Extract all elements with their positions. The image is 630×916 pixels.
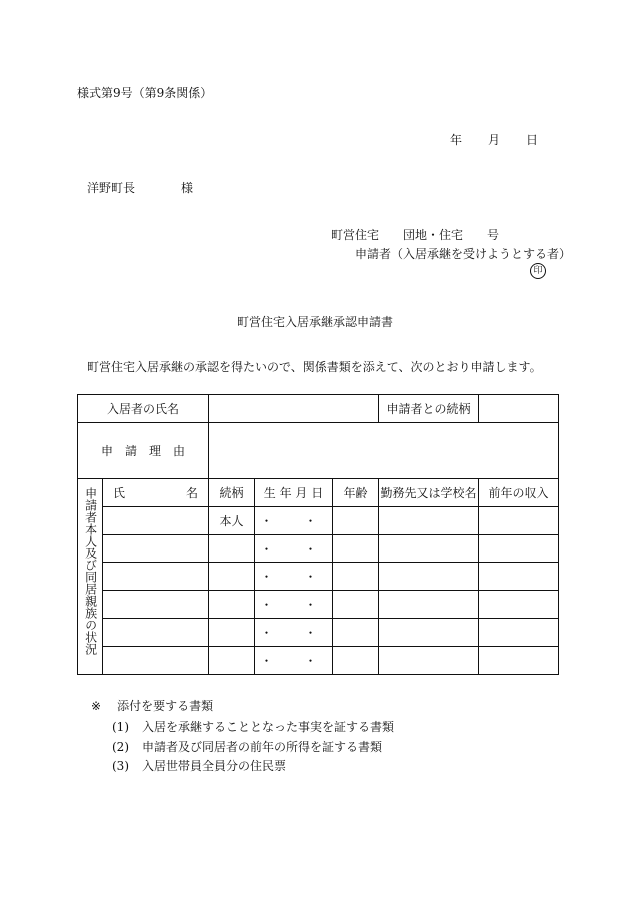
birth-date-field[interactable]: ・ ・ xyxy=(255,647,333,675)
age-field[interactable] xyxy=(333,619,379,647)
table-row xyxy=(78,535,559,563)
date-day: 日 xyxy=(526,133,539,147)
addressee xyxy=(87,179,193,196)
document-title: 町営住宅入居承継承認申請書 xyxy=(236,315,393,329)
col-income-header: 前年の収入 xyxy=(479,479,559,507)
relation-field[interactable] xyxy=(209,535,255,563)
member-name-field[interactable] xyxy=(103,619,209,647)
list-item xyxy=(112,718,394,735)
relation-field[interactable] xyxy=(209,563,255,591)
note-mark: ※ xyxy=(91,699,102,713)
addressee-honorific: 様 xyxy=(181,181,194,195)
work-field[interactable] xyxy=(379,563,479,591)
household-side-label: 申請者本人及び同居親族の状況 xyxy=(83,487,98,655)
birth-date-field[interactable]: ・ ・ xyxy=(255,563,333,591)
income-field[interactable] xyxy=(479,591,559,619)
table-row xyxy=(78,647,559,675)
reason-label: 申 請 理 由 xyxy=(78,423,209,479)
relationship-label: 申請者との続柄 xyxy=(379,395,479,423)
work-field[interactable] xyxy=(379,647,479,675)
income-field[interactable] xyxy=(479,507,559,535)
age-field[interactable] xyxy=(333,563,379,591)
date-line xyxy=(450,131,538,148)
attachments-heading xyxy=(91,697,213,714)
work-field[interactable] xyxy=(379,619,479,647)
application-table xyxy=(77,394,559,675)
attachment-number: (3) xyxy=(112,759,129,773)
intro-text: 町営住宅入居承継の承認を得たいので、関係書類を添えて、次のとおり申請します。 xyxy=(87,360,542,374)
list-item xyxy=(112,757,286,774)
table-row xyxy=(78,619,559,647)
relation-field[interactable] xyxy=(209,647,255,675)
age-field[interactable] xyxy=(333,507,379,535)
self-relation: 本人 xyxy=(209,507,255,535)
member-name-field[interactable] xyxy=(103,563,209,591)
resident-name-label: 入居者の氏名 xyxy=(78,395,209,423)
member-name-field[interactable] xyxy=(103,647,209,675)
birth-date-field[interactable]: ・ ・ xyxy=(255,591,333,619)
list-item xyxy=(112,738,382,755)
attachments-heading-text: 添付を要する書類 xyxy=(117,699,214,713)
housing-label: 町営住宅 xyxy=(331,228,380,242)
col-name-1: 氏 xyxy=(113,486,126,500)
relation-field[interactable] xyxy=(209,591,255,619)
attachment-text: 申請者及び同居者の前年の所得を証する書類 xyxy=(142,740,383,754)
relationship-field[interactable] xyxy=(479,395,559,423)
birth-date-field[interactable]: ・ ・ xyxy=(255,535,333,563)
attachment-number: (2) xyxy=(112,740,129,754)
date-month: 月 xyxy=(488,133,501,147)
col-age-header: 年齢 xyxy=(333,479,379,507)
col-name-header xyxy=(103,479,209,507)
housing-line xyxy=(331,226,499,243)
applicant-label: 申請者（入居承継を受けようとする者） xyxy=(355,247,572,261)
age-field[interactable] xyxy=(333,535,379,563)
reason-field[interactable] xyxy=(209,423,559,479)
addressee-name: 洋野町長 xyxy=(87,181,136,195)
attachment-number: (1) xyxy=(112,720,129,734)
work-field[interactable] xyxy=(379,507,479,535)
income-field[interactable] xyxy=(479,647,559,675)
table-row xyxy=(78,507,559,535)
age-field[interactable] xyxy=(333,591,379,619)
table-row xyxy=(78,563,559,591)
member-name-field[interactable] xyxy=(103,507,209,535)
col-work-header: 勤務先又は学校名 xyxy=(379,479,479,507)
resident-name-field[interactable] xyxy=(209,395,379,423)
birth-date-field[interactable]: ・ ・ xyxy=(255,507,333,535)
housing-area: 団地・住宅 xyxy=(403,228,464,242)
table-row xyxy=(78,591,559,619)
col-name-2: 名 xyxy=(186,486,199,500)
form-number: 様式第9号（第9条関係） xyxy=(77,86,213,100)
birth-date-field[interactable]: ・ ・ xyxy=(255,619,333,647)
housing-number: 号 xyxy=(487,228,500,242)
income-field[interactable] xyxy=(479,619,559,647)
work-field[interactable] xyxy=(379,591,479,619)
seal-mark: 印 xyxy=(530,263,546,279)
attachment-text: 入居世帯員全員分の住民票 xyxy=(142,759,287,773)
household-side-label-cell xyxy=(78,479,103,675)
income-field[interactable] xyxy=(479,563,559,591)
attachment-text: 入居を承継することとなった事実を証する書類 xyxy=(142,720,395,734)
member-name-field[interactable] xyxy=(103,535,209,563)
income-field[interactable] xyxy=(479,535,559,563)
member-name-field[interactable] xyxy=(103,591,209,619)
age-field[interactable] xyxy=(333,647,379,675)
relation-field[interactable] xyxy=(209,619,255,647)
date-year: 年 xyxy=(450,133,463,147)
col-birth-header: 生 年 月 日 xyxy=(255,479,333,507)
col-relation-header: 続柄 xyxy=(209,479,255,507)
work-field[interactable] xyxy=(379,535,479,563)
